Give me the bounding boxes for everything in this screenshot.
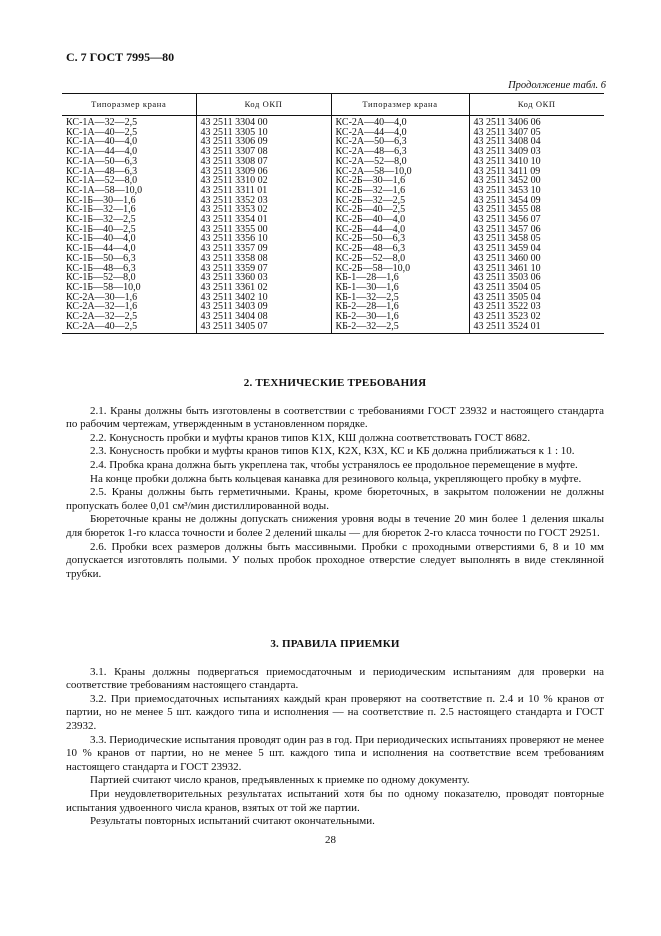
okp-code-cell: 43 2511 3360 03: [196, 273, 331, 283]
paragraph: При неудовлетворительных результатах испытаний хотя бы по одному показателю, проводят повторные испытания удвоенного числа кранов, взятых от той же партии.: [66, 787, 604, 814]
crane-size-cell: КС-1Б—30—1,6: [66, 194, 136, 206]
crane-size-cell: КС-2А—44—4,0: [331, 128, 469, 138]
okp-code-cell: 43 2511 3504 05: [469, 283, 604, 293]
table-body: [62, 116, 604, 334]
header-size-1: Типоразмер крана: [62, 94, 196, 116]
okp-code-cell: 43 2511 3305 10: [196, 128, 331, 138]
okp-code-cell: 43 2511 3306 09: [196, 137, 331, 147]
crane-size-cell: КС-1А—58—10,0: [66, 184, 143, 196]
okp-code-cell: 43 2511 3407 05: [469, 128, 604, 138]
okp-code-cell: 43 2511 3505 04: [469, 293, 604, 303]
okp-code-cell: 43 2511 3359 07: [196, 264, 331, 274]
crane-size-cell: КС-2Б—32—2,5: [331, 196, 469, 206]
okp-code-cell: 43 2511 3355 00: [196, 225, 331, 235]
okp-code-cell: 43 2511 3409 03: [469, 147, 604, 157]
crane-size-cell: КС-1Б—52—8,0: [66, 272, 136, 284]
paragraph: 2.1. Краны должны быть изготовлены в соответствии с требованиями ГОСТ 23932 и настоящего стандарта по рабочим чертежам, утвержденным в установленном порядке.: [66, 404, 604, 431]
crane-size-cell: КС-2А—48—6,3: [331, 147, 469, 157]
okp-code-cell: 43 2511 3356 10: [196, 234, 331, 244]
okp-code-table: [62, 93, 604, 334]
crane-size-cell: КС-2А—40—4,0: [331, 116, 469, 128]
okp-code-cell: 43 2511 3357 09: [196, 244, 331, 254]
crane-size-cell: КС-2Б—52—8,0: [331, 254, 469, 264]
okp-code-cell: 43 2511 3456 07: [469, 215, 604, 225]
okp-code-cell: 43 2511 3457 06: [469, 225, 604, 235]
crane-size-cell: КС-1Б—58—10,0: [66, 281, 141, 293]
okp-code-cell: 43 2511 3403 09: [196, 302, 331, 312]
okp-code-cell: 43 2511 3455 08: [469, 205, 604, 215]
paragraph: Результаты повторных испытаний считают окончательными.: [90, 815, 375, 828]
section-acceptance-rules: [66, 638, 604, 829]
table-row: [62, 322, 604, 334]
crane-size-cell: КБ-1—32—2,5: [331, 293, 469, 303]
crane-size-cell: КС-1А—40—2,5: [66, 126, 138, 138]
crane-size-cell: КБ-2—30—1,6: [331, 312, 469, 322]
crane-size-cell: КБ-2—32—2,5: [331, 322, 469, 334]
crane-size-cell: КС-2Б—40—4,0: [331, 215, 469, 225]
header-code-1: Код ОКП: [196, 94, 331, 116]
okp-code-cell: 43 2511 3353 02: [196, 205, 331, 215]
crane-size-cell: КС-1Б—32—1,6: [66, 204, 136, 216]
okp-code-cell: 43 2511 3408 04: [469, 137, 604, 147]
okp-code-cell: 43 2511 3406 06: [469, 116, 604, 128]
okp-code-cell: 43 2511 3304 00: [196, 116, 331, 128]
okp-code-cell: 43 2511 3354 01: [196, 215, 331, 225]
crane-size-cell: КБ-1—28—1,6: [331, 273, 469, 283]
okp-code-cell: 43 2511 3452 00: [469, 176, 604, 186]
crane-size-cell: КС-1А—50—6,3: [66, 155, 138, 167]
crane-size-cell: КС-2А—32—2,5: [66, 311, 138, 323]
okp-code-cell: 43 2511 3454 09: [469, 196, 604, 206]
okp-code-cell: 43 2511 3453 10: [469, 186, 604, 196]
crane-size-cell: КС-2А—30—1,6: [66, 291, 138, 303]
okp-code-cell: 43 2511 3411 09: [469, 167, 604, 177]
crane-size-cell: КС-1А—40—4,0: [66, 136, 138, 148]
crane-size-cell: КС-2Б—30—1,6: [331, 176, 469, 186]
crane-size-cell: КС-1Б—40—2,5: [66, 223, 136, 235]
okp-code-cell: 43 2511 3522 03: [469, 302, 604, 312]
okp-code-cell: 43 2511 3405 07: [196, 322, 331, 334]
crane-size-cell: КС-2А—40—2,5: [62, 322, 196, 334]
crane-size-cell: КС-2Б—40—2,5: [331, 205, 469, 215]
okp-code-cell: 43 2511 3460 00: [469, 254, 604, 264]
okp-code-cell: 43 2511 3309 06: [196, 167, 331, 177]
crane-size-cell: КС-1Б—32—2,5: [66, 214, 136, 226]
paragraph: 2.6. Пробки всех размеров должны быть массивными. Пробки с проходными отверстиями 6, 8 и 10 мм допускается изготовлять полыми. У полых пробок проходное отверстие следует выполнять в виде стеклянной трубки.: [66, 540, 604, 580]
okp-code-cell: 43 2511 3461 10: [469, 264, 604, 274]
crane-size-cell: КС-1А—44—4,0: [66, 146, 138, 158]
crane-size-cell: КС-2А—50—6,3: [331, 137, 469, 147]
crane-size-cell: КБ-2—28—1,6: [331, 302, 469, 312]
okp-code-cell: 43 2511 3402 10: [196, 293, 331, 303]
paragraph: Партией считают число кранов, предъявленных к приемке по одному документу.: [90, 774, 470, 787]
paragraph: 2.4. Пробка крана должна быть укреплена так, чтобы устранялось ее продольное перемещение в муфте.: [90, 458, 578, 471]
crane-size-cell: КС-2Б—50—6,3: [331, 234, 469, 244]
crane-size-cell: КС-2А—32—1,6: [66, 301, 138, 313]
okp-code-cell: 43 2511 3310 02: [196, 176, 331, 186]
okp-code-cell: 43 2511 3523 02: [469, 312, 604, 322]
section-technical-requirements: [66, 377, 604, 581]
okp-code-cell: 43 2511 3404 08: [196, 312, 331, 322]
okp-code-cell: 43 2511 3358 08: [196, 254, 331, 264]
paragraph: 3.2. При приемосдаточных испытаниях каждый кран проверяют на соответствие п. 2.4 и 10 % кранов от партии, но не менее 5 шт. каждого типа и исполнения — на соответствие п. 2.5 настоящего стандарта и ГОСТ 23932.: [66, 692, 604, 732]
paragraph: 2.3. Конусность пробки и муфты кранов типов К1Х, К2Х, К3Х, КС и КБ должна приближаться к 1 : 10.: [90, 445, 575, 458]
crane-size-cell: КС-1Б—50—6,3: [66, 252, 136, 264]
header-size-2: Типоразмер крана: [331, 94, 469, 116]
crane-size-cell: КС-1Б—44—4,0: [66, 243, 136, 255]
paragraph: 2.5. Краны должны быть герметичными. Краны, кроме бюреточных, в закрытом положении не должны пропускать более 0,01 см³/мин дистиллированной воды.: [66, 486, 604, 512]
crane-size-cell: КС-1Б—48—6,3: [66, 262, 136, 274]
section-title: 3. ПРАВИЛА ПРИЕМКИ: [270, 638, 400, 650]
okp-code-cell: 43 2511 3410 10: [469, 157, 604, 167]
okp-code-cell: 43 2511 3361 02: [196, 283, 331, 293]
section-title: 2. ТЕХНИЧЕСКИЕ ТРЕБОВАНИЯ: [243, 377, 427, 389]
header-code-2: Код ОКП: [469, 94, 604, 116]
crane-size-cell: КС-2Б—32—1,6: [331, 186, 469, 196]
crane-size-cell: КС-2Б—48—6,3: [331, 244, 469, 254]
crane-size-cell: КС-1Б—40—4,0: [66, 233, 136, 245]
paragraph: 2.2. Конусность пробки и муфты кранов типов К1Х, КШ должна соответствовать ГОСТ 8682.: [90, 431, 531, 444]
table-caption: Продолжение табл. 6: [508, 80, 606, 91]
table-header-row: [62, 94, 604, 116]
crane-size-cell: КС-2Б—58—10,0: [331, 264, 469, 274]
page-header: С. 7 ГОСТ 7995—80: [66, 50, 175, 64]
crane-size-cell: КС-1А—48—6,3: [66, 165, 138, 177]
paragraph: На конце пробки должна быть кольцевая канавка для резинового кольца, укрепляющего пробку в муфте.: [90, 472, 582, 485]
crane-size-cell: КС-1А—52—8,0: [66, 175, 138, 187]
okp-code-cell: 43 2511 3458 05: [469, 234, 604, 244]
okp-code-cell: 43 2511 3524 01: [469, 322, 604, 334]
crane-size-cell: КС-2А—58—10,0: [331, 167, 469, 177]
paragraph: 3.3. Периодические испытания проводят один раз в год. При периодических испытаниях проверяют не менее 10 % кранов от партии, но не менее 5 шт. каждого типа и исполнения на соответствие всем требованиям настоящего стандарта и ГОСТ 23932.: [66, 733, 604, 773]
paragraph: Бюреточные краны не должны допускать снижения уровня воды в течение 20 мин более 1 деления шкалы для бюреток 1-го класса точности и более 2 делений шкалы — для бюреток 2-го класса точности по ГОСТ 29251.: [66, 513, 604, 539]
paragraph: 3.1. Краны должны подвергаться приемосдаточным и периодическим испытаниям для проверки на соответствие требованиям настоящего стандарта.: [66, 665, 604, 692]
okp-code-cell: 43 2511 3503 06: [469, 273, 604, 283]
table-row: [62, 116, 604, 128]
okp-code-cell: 43 2511 3308 07: [196, 157, 331, 167]
okp-code-cell: 43 2511 3459 04: [469, 244, 604, 254]
okp-code-cell: 43 2511 3352 03: [196, 196, 331, 206]
okp-code-cell: 43 2511 3307 08: [196, 147, 331, 157]
crane-size-cell: КБ-1—30—1,6: [331, 283, 469, 293]
crane-size-cell: КС-2Б—44—4,0: [331, 225, 469, 235]
page-number: 28: [325, 834, 336, 846]
crane-size-cell: КС-1А—32—2,5: [66, 117, 138, 128]
okp-code-cell: 43 2511 3311 01: [196, 186, 331, 196]
crane-size-cell: КС-2А—52—8,0: [331, 157, 469, 167]
